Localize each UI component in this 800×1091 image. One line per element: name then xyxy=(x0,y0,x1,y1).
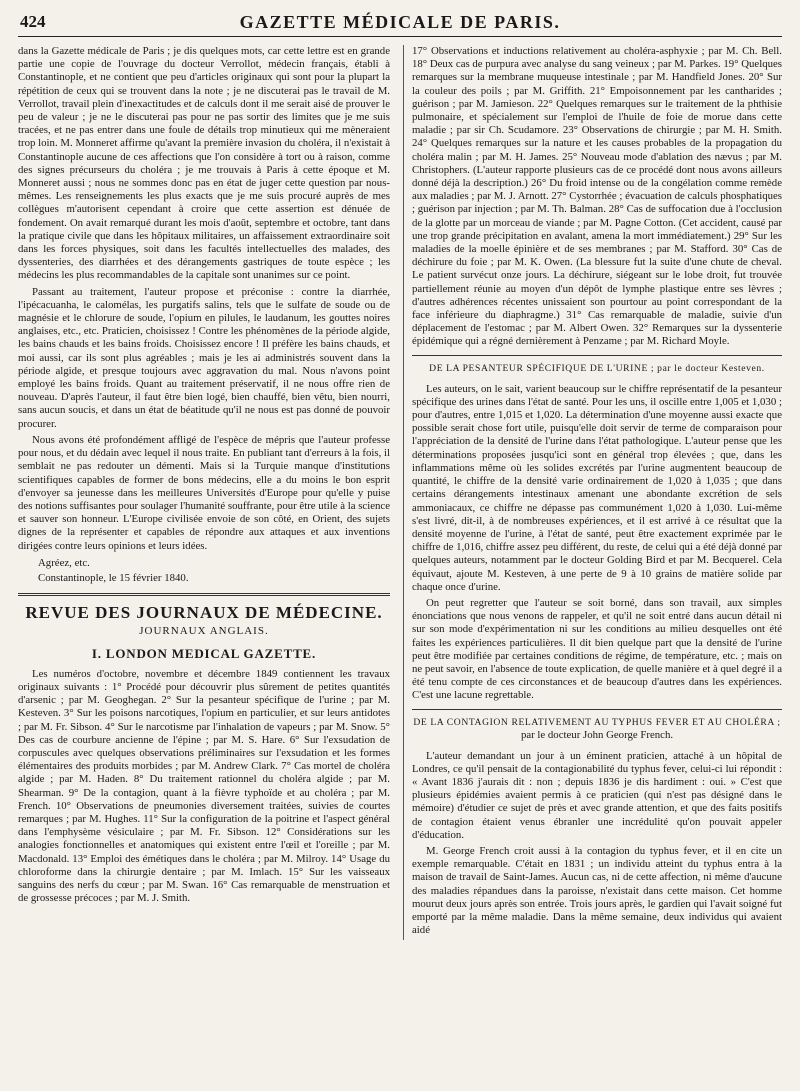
article-paragraph: M. George French croit aussi à la contagion du typhus fever, et il en cite un exemple remarquable. C'était en 1831 ; un individu atteint du typhus entra à la maison de travail de Saint-James. Aucun cas, ni de cette affection, ni même d'aucune des maladies répandues dans la paroisse, n'existait dans cette maison. Cet homme mourut deux jours après son entrée. Trois jours après, le gardien qui l'avait soigné fut emporté par la même maladie. Dans la même semaine, deux individus qui avaient aidé xyxy=(412,844,782,937)
review-title: REVUE DES JOURNAUX DE MÉDECINE. xyxy=(25,603,383,623)
article-heading-title: DE LA CONTAGION RELATIVEMENT AU TYPHUS FEVER ET AU CHOLÉRA ; xyxy=(413,716,781,728)
page-header xyxy=(18,12,782,37)
letter-paragraph: Nous avons été profondément affligé de l'espèce de mépris que l'auteur professe pour nous, et du dédain avec lequel il nous traite. En publiant tant d'erreurs à la fois, il semblait ne pas redouter un démenti. Mais si la Turquie manque d'institutions scientifiques capables de former de bons médecins, elle a du moins le bon esprit d'envoyer sa jeunesse dans les meilleures Universités d'Europe pour qu'elle y puise des notions suffisantes pour soulager l'humanité souffrante, pour être utile à la science et sauver son honneur. L'Europe civilisée envoie de son côté, en Orient, des sujets dignes de la représenter et capables de répondre aux attaques et aux inventions dirigées contre leurs opinions et leurs idées. xyxy=(18,433,390,552)
running-title: GAZETTE MÉDICALE DE PARIS. xyxy=(239,12,561,32)
article-heading xyxy=(412,716,782,742)
page-number: 424 xyxy=(20,12,46,31)
article-heading: DE LA PESANTEUR SPÉCIFIQUE DE L'URINE ; par le docteur Kesteven. xyxy=(429,362,765,374)
contents-paragraph: Les numéros d'octobre, novembre et décembre 1849 contiennent les travaux originaux suivants : 1° Procédé pour découvrir plus sûrement de petites quantités d'arsenic ; par M. Geoghegan. 2° Sur la pesanteur spécifique de l'urine ; par M. Kesteven. 3° Sur les poisons narcotiques, l'opium en particulier, et sur leurs antidotes ; par M. Fr. Sibson. 4° Sur le narcotisme par l'inhalation de vapeurs ; par M. Snow. 5° Des cas de courbure ancienne de l'épine ; par M. S. Hare. 6° Sur l'exsudation de corpuscules avec quelques observations préliminaires sur l'exsudation et les formes élémentaires des produits morbides ; par M. Andrew Clark. 7° Cas mortel de choléra algide ; par M. Haden. 8° Du traitement rationnel du choléra algide ; par M. Shearman. 9° De la contagion, quant à la fièvre typhoïde et au choléra ; par M. French. 10° Observations de pneumonies diversement traitées, suivies de courtes remarques ; par M. Hughes. 11° Sur la configuration de la poitrine et l'aspect général dans l'emphysème vésiculaire ; par M. Fr. Sibson. 12° Considérations sur les analogies fonctionnelles et anatomiques qui existent entre l'œil et l'oreille ; par M. Macdonald. 13° Emploi des émétiques dans le choléra ; par M. Milroy. 14° Usage du chloroforme dans la chirurgie dentaire ; par M. Imlach. 15° Sur les vaisseaux sanguins des nerfs du cœur ; par M. Swan. 16° Cas remarquable de menstruation et de grossesse précoces ; par M. J. Smith. xyxy=(18,667,390,905)
letter-dateline: Constantinople, le 15 février 1840. xyxy=(38,571,189,584)
article-paragraph: L'auteur demandant un jour à un éminent praticien, attaché à un hôpital de Londres, ce qu'il pensait de la contagionabilité du typhus fever, celui-ci lui répondit : « Avant 1836 j'aurais dit : non ; depuis 1836 je dis hardiment : oui. » C'est que plusieurs épidémies avaient permis à ce praticien (qui n'est pas désigné dans le mémoire) d'étudier ce sujet de près et avec grande attention, et que des faits positifs de contagion étaient venus ébranler une incrédulité qu'on pouvait appeler d'éducation. xyxy=(412,749,782,841)
right-column xyxy=(403,45,782,940)
journal-title: I. LONDON MEDICAL GAZETTE. xyxy=(91,645,317,661)
section-divider xyxy=(18,593,390,596)
article-divider xyxy=(412,355,782,356)
contents-continued: 17° Observations et inductions relativement au choléra-asphyxie ; par M. Ch. Bell. 18° Deux cas de purpura avec analyse du sang veineux ; par M. Parkes. 19° Quelques remarques sur la membrane muqueuse intestinale ; par M. Handfield Jones. 20° Sur la couleur des poils ; par M. Griffith. 21° Empoisonnement par les cantharides ; guérison ; par M. Jamieson. 22° Quelques remarques sur le traitement de la phthisie pulmonaire, et spécialement sur l'emploi de l'huile de foie de morue dans cette maladie ; par sir Ch. Scudamore. 23° Observations de chirurgie ; par M. H. Smith. 24° Quelques remarques sur la nature et les causes probables de la propagation du choléra malin ; par M. H. James. 25° Nouveau mode d'ablation des nævus ; par M. Christophers. (L'auteur rapporte plusieurs cas de ce procédé dont nous avons ailleurs donné déjà la description.) 26° Du froid intense ou de la congélation comme remède aux maladies ; par M. J. Arnott. 27° Cystorrhée ; évacuation de calculs phosphatiques ; guérison par injection ; par M. Th. Balman. 28° Cas de suffocation due à l'occlusion de la glotte par un morceau de viande ; par M. Pagne Cotton. (Cet accident, causé par une trop grande précipitation en avalant, amena la mort immédiatement.) 29° Sur les maladies de la moelle épinière et de ses membranes ; par M. Stafford. 30° Cas de déchirure du foie ; par M. K. Owen. (La blessure fut la suite d'une chute de cheval. Le patient survécut onze jours. La déchirure, siégeant sur le lobe droit, fut trouvée partiellement réunie au moyen d'un dépôt de lymphe plastique entre ses lèvres ; d'autres adhérences récentes unissaient son pourtour au point correspondant de la face inférieure du diaphragme.) 31° Cas remarquable de maladie, suivie d'un déplacement de l'estomac ; par M. Albert Owen. 32° Remarques sur la dyssenterie épidémique qui a régné dernièrement à Penzame ; par M. Richard Moyle. xyxy=(412,45,782,348)
article-byline: par le docteur John George French. xyxy=(520,728,674,741)
letter-paragraph: Passant au traitement, l'auteur propose et préconise : contre la diarrhée, l'ipécacuanha, le calomélas, les purgatifs salins, tels que le sulfate de soude ou de magnésie et le chlorure de soude, l'opium en pilules, le laudanum, les gouttes noires anglaises, etc., etc. Praticien, choisissez ! Contre les phénomènes de la période algide, les bains chauds et les bains froids. Choisissez encore ! Il préfère les bains chauds, et moi aussi, car ils sont plus agréables ; mais je les ai administrés souvent dans la période algide, et presque toujours avec aggravation du mal. Nous n'avons point employé les bains froids. Quant au traitement préservatif, il ne nous offre rien de nouveau. D'après l'auteur, il faut être bien logé, bien chauffé, bien vêtu, bien nourri, sans aucun soucis, et dans un état de béatitude qu'il ne nous est pas donné de pouvoir procurer. xyxy=(18,285,390,430)
left-column xyxy=(18,45,390,940)
letter-signoff: Agréez, etc. xyxy=(38,556,90,569)
article-paragraph: Les auteurs, on le sait, varient beaucoup sur le chiffre représentatif de la pesanteur spécifique des urines dans l'état de santé. Pour les uns, il oscille entre 1,005 et 1,030 ; pour d'autres, entre 1,015 et 1,020. La détermination d'une moyenne aussi exacte que possible serait chose fort utile, puisqu'elle doit servir de terme de comparaison pour l'appréciation de la densité de l'urine dans l'état pathologique. L'auteur pense que les déterminations proposées jusqu'ici sont en général trop élevées ; que, dans les inflammations même où les solides excrétés par l'urine augmentent beaucoup de quantité, le chiffre de la densité varie ordinairement de 1,020 à 1,035 ; que dans certains dérangements intestinaux amenant une abondante excrétion de sels ammoniacaux, ce chiffre ne dépasse pas communément 1,020 à 1,030. Lui-même s'est livré, dit-il, à de nombreuses expériences, et il est arrivé à ce résultat que la densité moyenne de l'urine, à l'état de santé, peut être exactement exprimée par le chiffre de 1,016, chiffre assez peu différent, du reste, de celui qui a été déjà donné par quelques auteurs, notamment par le docteur Golding Bird et par M. Becquerel. Cela équivaut, ajoute M. Kesteven, à une perte de 9 à 10 grains de matière solide par chaque once d'urine. xyxy=(412,382,782,593)
review-subtitle: JOURNAUX ANGLAIS. xyxy=(139,625,269,638)
text-columns xyxy=(18,45,782,940)
letter-paragraph: dans la Gazette médicale de Paris ; je dis quelques mots, car cette lettre est en grande partie une copie de l'ouvrage du docteur Verrollot, médecin français, établi à Constantinople, et ne contient que peu d'articles originaux qui sont pour la plupart la répétition de ceux qui se trouvent dans la note ; je ne discuterai pas le travail de M. Verrollot, travail plein d'inexactitudes et de calculs dont il me serait aisé de prouver le peu de valeur ; je ne le discuterai pas pour ne pas sortir des limites que je me suis tracées, et ne pas entrer dans une foule de détails trop minutieux qui me mèneraient trop loin. M. Monneret affirme qu'avant la première invasion du choléra, il n'existait à Constantinople aucune de ces affections que l'on considère à tort ou à raison, comme des signes précurseurs du choléra ; je me trouvais à Paris à cette époque et M. Monneret aussi ; nous ne sommes donc pas en état de juger cette question par nous-mêmes. Les renseignements les plus exacts que je me suis procuré auprès de mes collègues m'autorisent cependant à croire que cette assertion est dénuée de fondement. On avait remarqué durant les mois d'août, septembre et octobre, tant dans la pratique civile que dans les hôpitaux militaires, un affaissement extraordinaire soit dans les forces physiques, soit dans les facultés intellectuelles des malades, des dyssenteries, des diarrhées et des dérangements gastriques de toute espèce ; les médecins les plus recommandables de la capitale sont unanimes sur ce point. xyxy=(18,45,390,282)
article-divider xyxy=(412,709,782,710)
article-paragraph: On peut regretter que l'auteur se soit borné, dans son travail, aux simples énonciations que nous venons de rappeler, et qu'il ne soit entré dans aucun détail ni sur son mode d'expérimentation ni sur les conditions au milieu desquelles ont été faites les expériences particulières. Il dit bien quelque part que la densité de l'urine peut être modifiée par certaines conditions de régime, de température, etc. ; mais on ne peut savoir, en l'absence de toute explication, de quelle manière et à quel degré il a été tenu compte de ces circonstances et de beaucoup d'autres dans les expériences. C'est une lacune regrettable. xyxy=(412,596,782,702)
